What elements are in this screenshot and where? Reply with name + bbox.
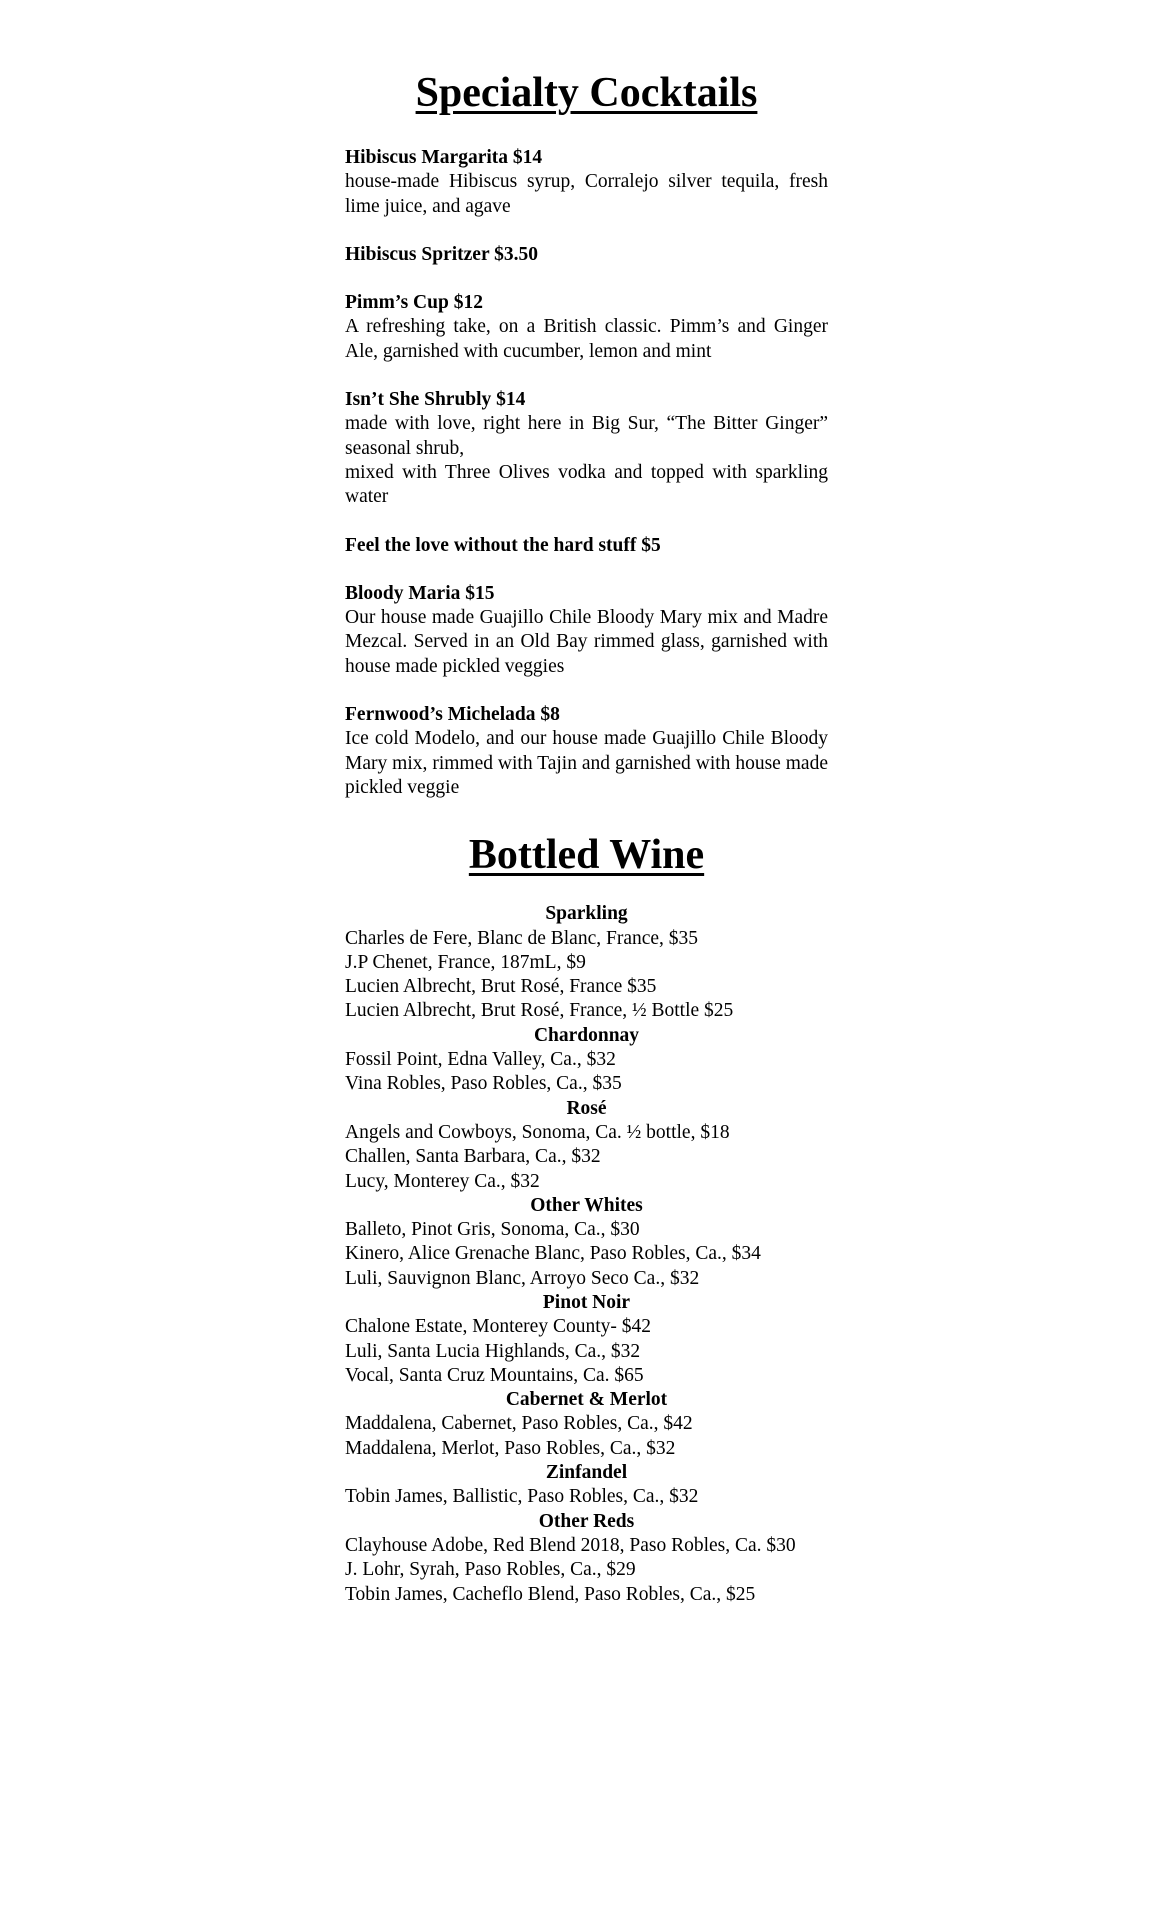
cocktails-title: Specialty Cocktails [415,70,758,116]
wine-list-item: Luli, Sauvignon Blanc, Arroyo Seco Ca., $32 [345,1267,700,1289]
wine-category-heading: Zinfandel [545,1462,628,1484]
wine-list-item: Maddalena, Merlot, Paso Robles, Ca., $32 [345,1437,676,1459]
wine-category-heading: Sparkling [545,903,628,925]
wine-list-item: Tobin James, Cacheflo Blend, Paso Robles, Ca., $25 [345,1583,756,1605]
cocktail-name: Pimm’s Cup $12 [345,292,483,314]
cocktail-item [345,146,828,219]
wine-list-item: Tobin James, Ballistic, Paso Robles, Ca., $32 [345,1486,699,1508]
wine-list-item: Vocal, Santa Cruz Mountains, Ca. $65 [345,1364,644,1386]
cocktail-item [345,534,828,558]
cocktail-description-line: made with love, right here in Big Sur, “The Bitter Ginger” seasonal shrub, [345,413,828,459]
wine-category-heading: Other Reds [538,1510,635,1532]
wine-list-item: Charles de Fere, Blanc de Blanc, France, $35 [345,927,699,949]
wine-list-item: Balleto, Pinot Gris, Sonoma, Ca., $30 [345,1219,640,1241]
cocktail-name: Fernwood’s Michelada $8 [345,704,560,726]
cocktail-list [345,146,828,800]
wine-category-heading: Pinot Noir [542,1291,631,1313]
cocktail-description-line: Our house made Guajillo Chile Bloody Mary mix and Madre Mezcal. Served in an Old Bay rimmed glass, garnished with house made pickled veggies [345,607,828,677]
wine-list-item: Maddalena, Cabernet, Paso Robles, Ca., $42 [345,1413,693,1435]
cocktail-name: Hibiscus Spritzer $3.50 [345,243,539,265]
cocktail-item [345,291,828,364]
wine-category-heading: Cabernet & Merlot [505,1389,668,1411]
menu-column [345,62,828,1607]
wine-list-item: J.P Chenet, France, 187mL, $9 [345,951,586,973]
wine-title: Bottled Wine [468,832,705,879]
cocktail-description-line: house-made Hibiscus syrup, Corralejo silver tequila, fresh lime juice, and agave [345,171,828,217]
wine-list-item: Kinero, Alice Grenache Blanc, Paso Robles, Ca., $34 [345,1243,761,1265]
cocktail-item [345,243,828,267]
wine-category-heading: Rosé [566,1097,607,1119]
wine-list-item: Clayhouse Adobe, Red Blend 2018, Paso Robles, Ca. $30 [345,1534,796,1556]
cocktail-item [345,703,828,800]
wine-list-item: Luli, Santa Lucia Highlands, Ca., $32 [345,1340,641,1362]
cocktail-description-line: Ice cold Modelo, and our house made Guajillo Chile Bloody Mary mix, rimmed with Tajin and garnished with house made pickled veggie [345,728,828,798]
cocktail-description [345,315,828,364]
cocktail-description [345,412,828,509]
wine-category-heading: Chardonnay [533,1024,640,1046]
wine-list-item: Chalone Estate, Monterey County- $42 [345,1316,651,1338]
wine-list [345,902,828,1607]
wine-list-item: J. Lohr, Syrah, Paso Robles, Ca., $29 [345,1559,636,1581]
wine-list-item: Challen, Santa Barbara, Ca., $32 [345,1146,601,1168]
wine-list-item: Vina Robles, Paso Robles, Ca., $35 [345,1073,622,1095]
wine-list-item: Angels and Cowboys, Sonoma, Ca. ½ bottle, $18 [345,1121,730,1143]
cocktail-description-line: A refreshing take, on a British classic. Pimm’s and Ginger Ale, garnished with cucumber, lemon and mint [345,316,828,362]
wine-list-item: Fossil Point, Edna Valley, Ca., $32 [345,1049,616,1071]
cocktail-description [345,727,828,800]
cocktail-description [345,170,828,219]
cocktail-name: Isn’t She Shrubly $14 [345,389,526,411]
cocktail-name: Hibiscus Margarita $14 [345,147,543,168]
wine-list-item: Lucien Albrecht, Brut Rosé, France, ½ Bottle $25 [345,1000,734,1022]
cocktail-description-line: mixed with Three Olives vodka and topped with sparkling water [345,461,828,508]
wine-category-heading: Other Whites [530,1194,643,1216]
cocktail-name: Bloody Maria $15 [345,582,495,604]
cocktail-description [345,606,828,679]
cocktail-item [345,582,828,679]
wine-list-item: Lucy, Monterey Ca., $32 [345,1170,540,1192]
wine-list-item: Lucien Albrecht, Brut Rosé, France $35 [345,976,657,998]
cocktail-name: Feel the love without the hard stuff $5 [345,534,661,556]
cocktail-item [345,388,828,509]
